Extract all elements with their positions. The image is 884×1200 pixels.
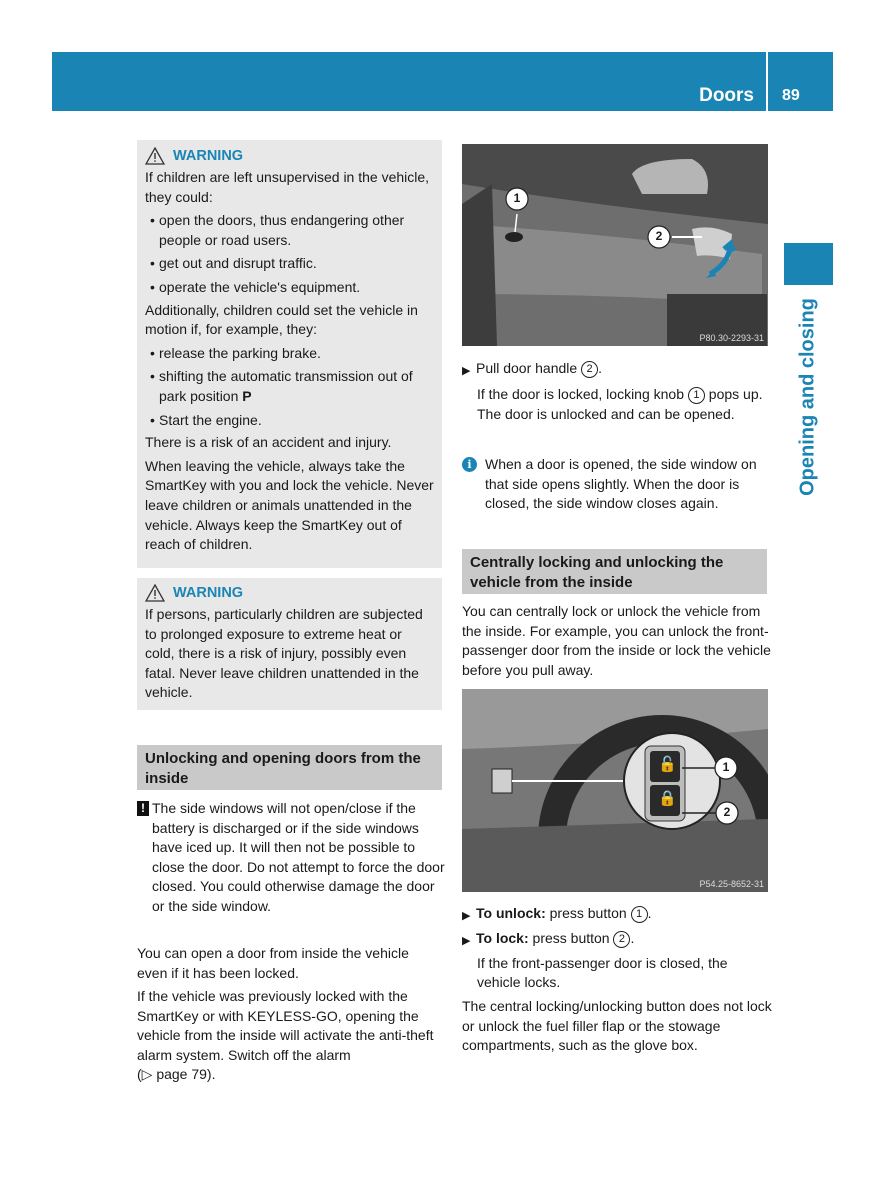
figure-code: P80.30-2293-31: [699, 333, 764, 343]
section-heading-unlocking: Unlocking and opening doors from the inside: [137, 745, 442, 790]
lock-symbol-icon: 🔒: [658, 790, 677, 807]
note-text: The side windows will not open/close if the battery is discharged or if the side windows have iced up. It will then not be possible to close the door. Do not attempt to force the door closed. You could otherwise damage the door or the side window.: [152, 800, 445, 914]
warning-box-heat: [137, 578, 442, 710]
exclamation-icon: !: [137, 801, 149, 816]
warning-label: WARNING: [173, 148, 244, 164]
warning-triangle-icon: [145, 584, 165, 602]
warning-advice: When leaving the vehicle, always take the SmartKey with you and lock the vehicle. Never leave children or animals unattended in the vehicle. Always keep the SmartKey out of reach of children.: [145, 457, 434, 553]
section-title: Doors: [699, 85, 754, 106]
unlock-symbol-icon: 🔓: [658, 756, 677, 773]
step-result: If the front-passenger door is closed, the vehicle locks.: [477, 954, 728, 991]
callout-1: 1: [513, 191, 521, 205]
step-label: To lock:: [476, 930, 529, 946]
list-item: • open the doors, thus endangering other people or road users.: [145, 211, 434, 250]
callout-1: 1: [722, 760, 730, 774]
note-paragraph: [137, 799, 447, 917]
list-item: • release the parking brake.: [145, 344, 434, 364]
callout-ref-1: 1: [688, 387, 705, 404]
warning-label: WARNING: [173, 585, 244, 601]
step-text: press button: [549, 905, 627, 921]
step-result: If the door is locked, locking knob: [477, 385, 685, 402]
central-locking-photo: [462, 689, 768, 892]
body-paragraph: The central locking/unlocking button does not lock or unlock the fuel filler flap or the stowage compartments, such as the glove box.: [462, 998, 772, 1054]
body-paragraph: [137, 987, 442, 1085]
alarm-text: If the vehicle was previously locked with the SmartKey or with KEYLESS-GO, opening the vehicle from the inside will activate the anti-theft alarm system. Switch off the alarm: [137, 988, 434, 1063]
figure-code: P54.25-8652-31: [699, 879, 764, 889]
list-item-text: shifting the automatic transmission out of park position: [159, 368, 413, 404]
warning-additional: Additionally, children could set the vehicle in motion if, for example, they:: [145, 301, 418, 338]
door-handle-photo: [462, 144, 768, 346]
warning-heading: [145, 147, 434, 165]
step-arrow-icon: ▶: [462, 365, 471, 377]
header-separator: [766, 52, 768, 111]
side-tab-label: Opening and closing: [796, 298, 819, 496]
step-text: press button: [532, 930, 610, 946]
step-arrow-icon: ▶: [462, 935, 471, 947]
step-label: To unlock:: [476, 905, 546, 921]
list-item: • Start the engine.: [145, 411, 434, 431]
body-paragraph: You can open a door from inside the vehicle even if it has been locked.: [137, 945, 409, 981]
list-item: [145, 367, 434, 406]
header-bar: [52, 52, 833, 111]
callout-ref-1: 1: [631, 906, 648, 923]
warning-heading: [145, 584, 434, 602]
warning-triangle-icon: [145, 147, 165, 165]
step-pull-door-handle: ▶ Pull door handle 2 . If the door is locked, locking knob 1 pops up. The door is unlocked and can be opened.: [462, 360, 763, 423]
list-item: • operate the vehicle's equipment.: [145, 278, 434, 298]
warning-box-children: [137, 140, 442, 568]
warning-risk: There is a risk of an accident and injury.: [145, 434, 392, 451]
info-icon: i: [462, 457, 477, 472]
step-arrow-icon: ▶: [462, 910, 471, 922]
callout-ref-2: 2: [581, 361, 598, 378]
page-number: 89: [782, 87, 800, 104]
info-note: [462, 455, 774, 514]
step-text: Pull door handle: [476, 360, 578, 376]
body-paragraph: You can centrally lock or unlock the vehicle from the inside. For example, you can unlock the front-passenger door from the inside or lock the vehicle before you pull away.: [462, 603, 771, 678]
step-result-cont: pops up. The door is unlocked and can be opened.: [477, 385, 763, 423]
callout-ref-2: 2: [613, 931, 630, 948]
warning-text: If persons, particularly children are subjected to prolonged exposure to extreme heat or cold, there is a risk of injury, possibly even fatal. Never leave children unattended in the vehicle.: [145, 606, 423, 701]
park-letter: P: [242, 387, 252, 404]
step-lock: ▶ To lock: press button 2 . If the front-passenger door is closed, the vehicle locks.: [462, 929, 772, 993]
list-item: • get out and disrupt traffic.: [145, 254, 434, 274]
side-tab-marker: [784, 243, 833, 285]
callout-2: 2: [723, 805, 731, 819]
callout-2: 2: [655, 229, 663, 243]
dashboard-illustration: [462, 689, 768, 892]
page-reference-link[interactable]: (▷ page 79).: [137, 1066, 216, 1083]
step-unlock: ▶ To unlock: press button 1 .: [462, 904, 772, 927]
info-text: When a door is opened, the side window on that side opens slightly. When the door is closed, the side window closes again.: [485, 456, 757, 512]
door-illustration: [462, 144, 768, 346]
warning-intro: If children are left unsupervised in the vehicle, they could:: [145, 169, 430, 205]
section-heading-central-locking: Centrally locking and unlocking the vehicle from the inside: [462, 549, 767, 594]
